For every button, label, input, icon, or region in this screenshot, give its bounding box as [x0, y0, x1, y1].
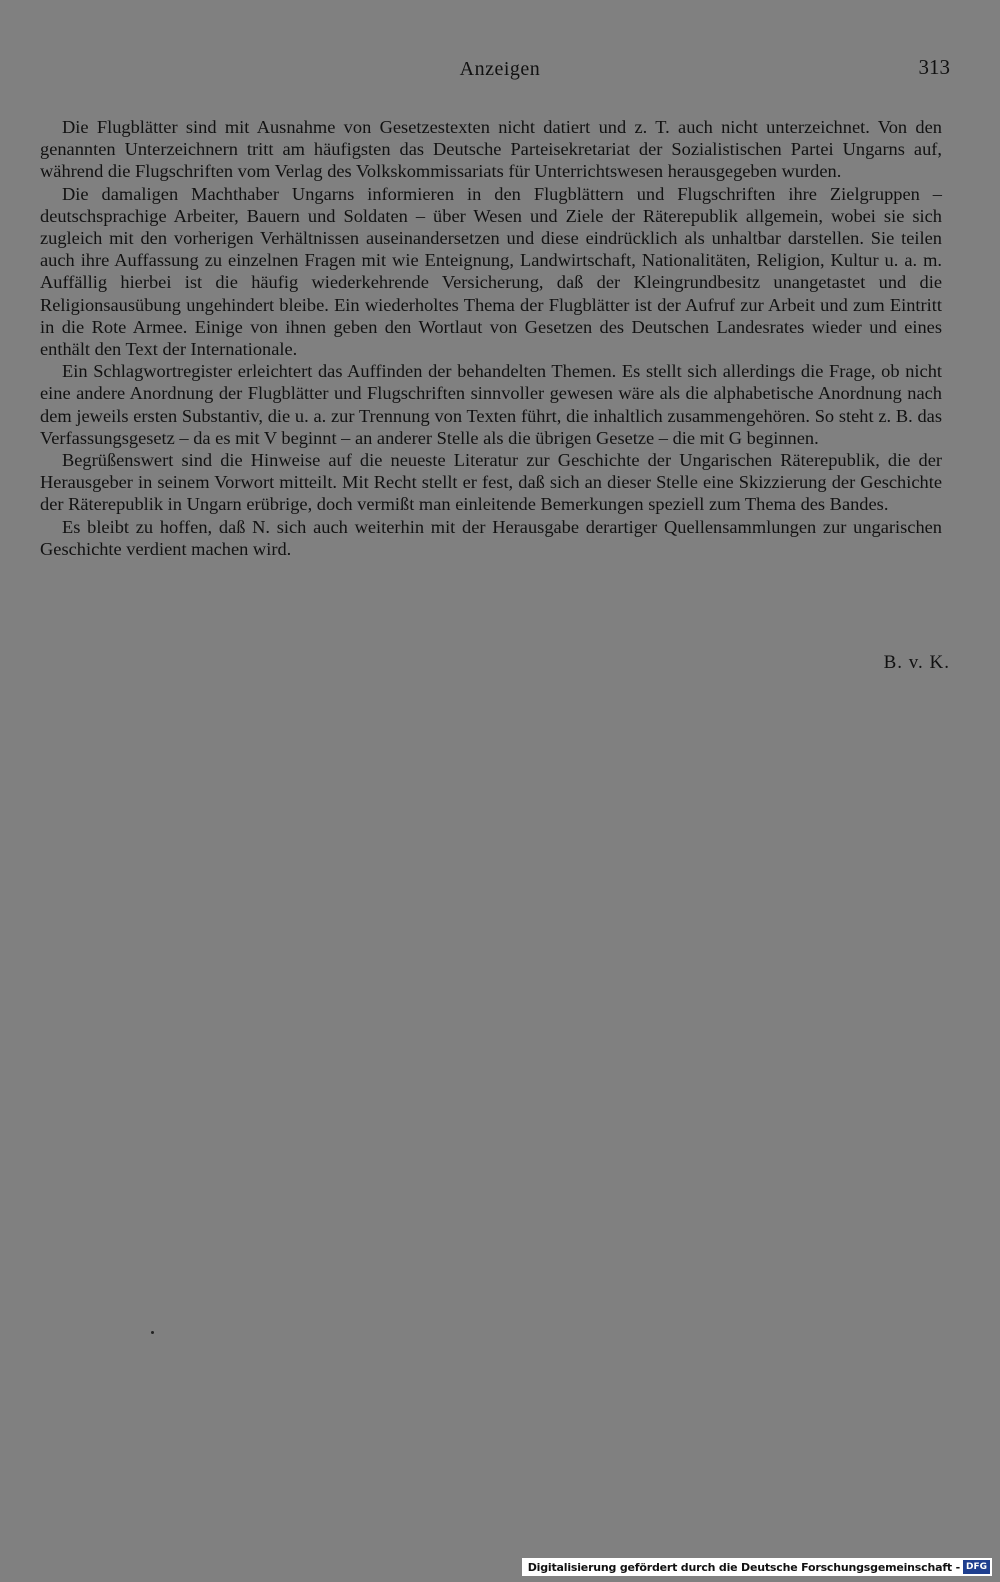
footer-banner	[522, 1558, 992, 1576]
paragraph: Die Flugblätter sind mit Ausnahme von Gesetzestexten nicht datiert und z. T. auch nicht unterzeichnet. Von den genannten Unterzeichnern tritt am häufigsten das Deutsche Parteisekretariat der Sozialistischen Partei Ungarns auf, während die Flugschriften vom Verlag des Volkskommissariats für Unterrichtswesen herausgegeben wurden.	[40, 117, 942, 182]
author-signature: B. v. K.	[883, 652, 950, 673]
article-body	[40, 116, 942, 560]
paragraph: Es bleibt zu hoffen, daß N. sich auch weiterhin mit der Herausgabe derartiger Quellensammlungen zur ungarischen Geschichte verdient machen wird.	[40, 516, 942, 559]
running-head: Anzeigen	[459, 58, 541, 80]
dfg-logo-icon: DFG	[963, 1560, 990, 1574]
page-number: 313	[918, 55, 950, 79]
scan-speck	[151, 1331, 154, 1334]
paragraph: Begrüßenswert sind die Hinweise auf die neueste Literatur zur Geschichte der Ungarischen Räterepublik, die der Herausgeber in seinem Vorwort mitteilt. Mit Recht stellt er fest, daß sich an dieser Stelle eine Skizzierung der Geschichte der Räterepublik in Ungarn erübrige, doch vermißt man einleitende Bemerkungen speziell zum Thema des Bandes.	[40, 450, 942, 515]
paragraph: Die damaligen Machthaber Ungarns informieren in den Flugblättern und Flugschriften ihre Zielgruppen – deutschsprachige Arbeiter, Bauern und Soldaten – über Wesen und Ziele der Räterepublik allgemein, wobei sie sich zugleich mit den vorherigen Verhältnissen auseinandersetzen und diese eindrücklich als unhaltbar darstellen. Sie teilen auch ihre Auffassung zu einzelnen Fragen mit wie Enteignung, Landwirtschaft, Nationalitäten, Religion, Kultur u. a. m. Auffällig hierbei ist die häufig wiederkehrende Versicherung, daß der Kleingrundbesitz unangetastet und die Religionsausübung ungehindert bleibe. Ein wiederholtes Thema der Flugblätter ist der Aufruf zur Arbeit und zum Eintritt in die Rote Armee. Einige von ihnen geben den Wortlaut von Gesetzen des Deutschen Landesrates wieder und eines enthält den Text der Internationale.	[40, 183, 942, 360]
page-header	[0, 55, 1000, 88]
paragraph: Ein Schlagwortregister erleichtert das Auffinden der behandelten Themen. Es stellt sich allerdings die Frage, ob nicht eine andere Anordnung der Flugblätter und Flugschriften sinnvoller gewesen wäre als die alphabetische Anordnung nach dem jeweils ersten Substantiv, die u. a. zur Trennung von Texten führt, die inhaltlich zusammengehören. So steht z. B. das Verfassungsgesetz – da es mit V beginnt – an anderer Stelle als die übrigen Gesetze – die mit G beginnen.	[40, 361, 942, 448]
funding-notice: Digitalisierung gefördert durch die Deutsche Forschungsgemeinschaft -	[527, 1560, 960, 1574]
